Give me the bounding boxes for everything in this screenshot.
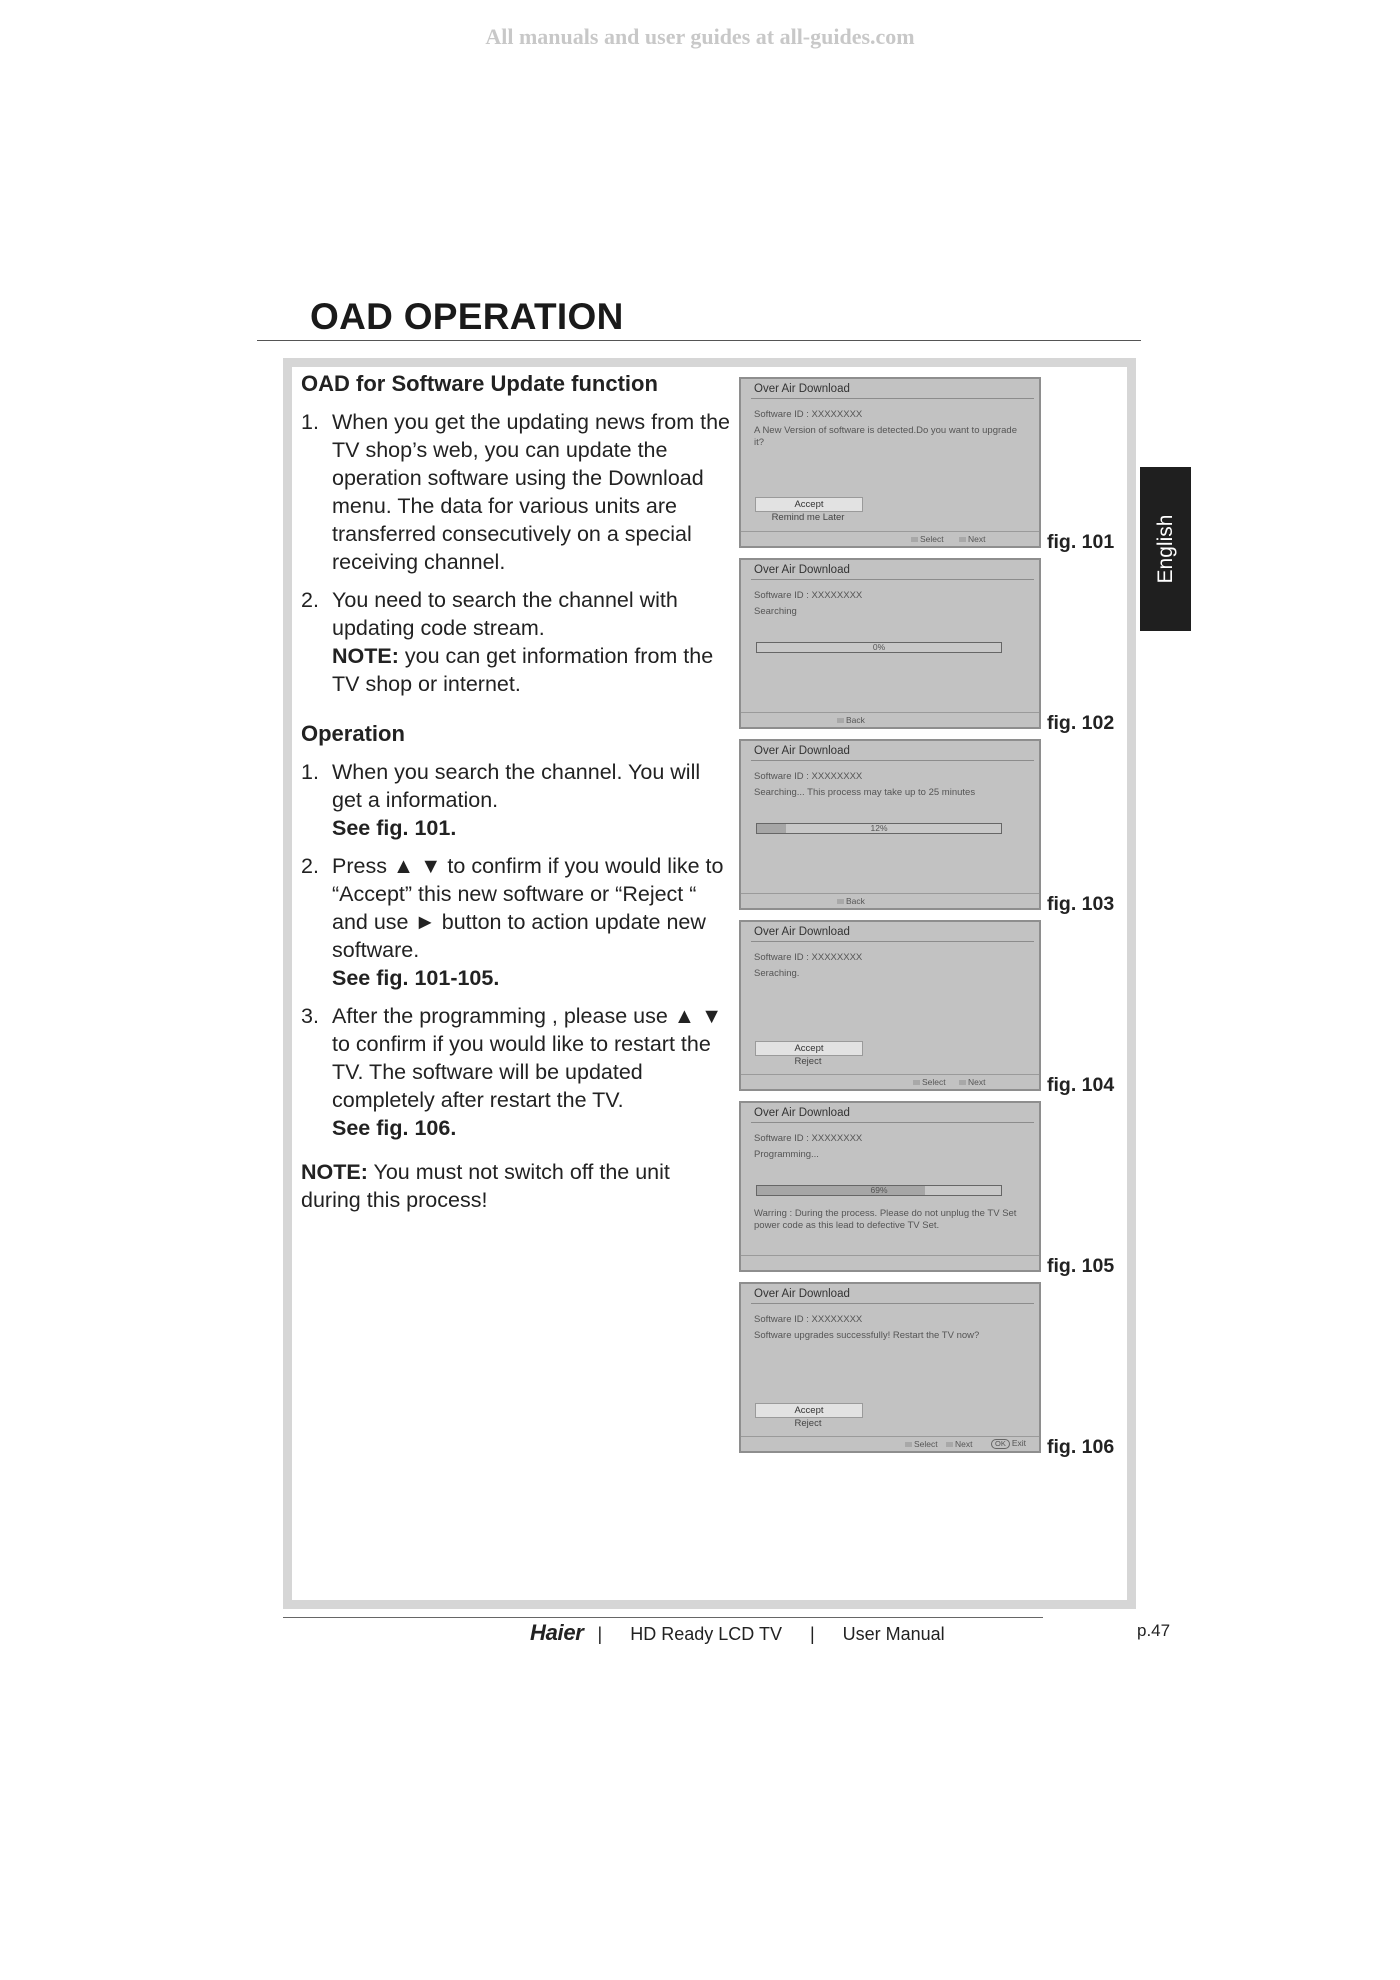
list-item (301, 852, 731, 992)
next-hint: Next (959, 534, 985, 544)
figure-label: fig. 105 (1047, 1255, 1115, 1277)
footer-divider (741, 531, 1039, 532)
figure-label: fig. 104 (1047, 1074, 1115, 1096)
note-label: NOTE: (301, 1160, 368, 1184)
accept-button[interactable]: Accept (755, 1403, 863, 1418)
software-id: Software ID : XXXXXXXX (754, 1314, 863, 1325)
remind-later-button[interactable]: Remind me Later (771, 512, 845, 523)
item-text: After the programming , please use ▲ ▼ to confirm if you would like to restart the TV. The software will be updated completely after restart the TV. (332, 1004, 723, 1112)
right-arrow-icon (946, 1442, 953, 1447)
figure-label: fig. 103 (1047, 893, 1115, 915)
list-item (301, 408, 731, 576)
back-hint: Back (837, 715, 865, 725)
section-heading-operation: Operation (301, 721, 405, 746)
instructions-column (301, 370, 731, 1214)
page-number: p.47 (1137, 1621, 1171, 1640)
arrow-keys-icon (913, 1080, 920, 1085)
list-item (301, 758, 731, 842)
reject-button[interactable]: Reject (794, 1418, 822, 1429)
item-text: When you get the updating news from the TV shop’s web, you can update the operation software using the Download menu. The data for various units are transferred consecutively on a special receiving channel. (332, 410, 730, 574)
header-divider (751, 1303, 1034, 1304)
footer-divider (741, 712, 1039, 713)
header-divider (751, 579, 1034, 580)
screen-header: Over Air Download (754, 745, 850, 757)
screen-fig-101 (739, 377, 1041, 548)
footer-separator: | (809, 1624, 815, 1644)
watermark: All manuals and user guides at all-guides.com (485, 24, 915, 49)
screen-fig-104 (739, 920, 1041, 1091)
ok-icon: OK (991, 1439, 1010, 1449)
progress-percent: 0% (872, 642, 886, 652)
footer-divider (741, 1255, 1039, 1256)
item-text: You need to search the channel with updating code stream. (332, 588, 678, 640)
arrow-keys-icon (911, 537, 918, 542)
arrow-keys-icon (905, 1442, 912, 1447)
title-divider (257, 340, 1141, 341)
screen-header: Over Air Download (754, 926, 850, 938)
language-tab-label: English (1153, 514, 1177, 584)
footer-divider (741, 1074, 1039, 1075)
note-text: You must not switch off the unit during this process! (301, 1160, 670, 1212)
page-title: OAD OPERATION (310, 296, 624, 337)
screen-message: A New Version of software is detected.Do you want to upgrade it? (754, 425, 1017, 448)
back-icon (837, 899, 844, 904)
accept-button[interactable]: Accept (755, 1041, 863, 1056)
software-id: Software ID : XXXXXXXX (754, 771, 863, 782)
footer-divider (741, 893, 1039, 894)
exit-hint: OK Exit (991, 1438, 1026, 1449)
item-number: 1. (301, 410, 319, 434)
screen-header: Over Air Download (754, 383, 850, 395)
accept-button[interactable]: Accept (755, 497, 863, 512)
software-id: Software ID : XXXXXXXX (754, 952, 863, 963)
header-divider (751, 760, 1034, 761)
figure-reference: See fig. 101. (332, 816, 457, 840)
back-icon (837, 718, 844, 723)
item-number: 2. (301, 588, 319, 612)
warning-text: Warring : During the process. Please do not unplug the TV Set power code as this lead to defective TV Set. (754, 1208, 1017, 1231)
header-divider (751, 398, 1034, 399)
figure-label: fig. 106 (1047, 1436, 1115, 1458)
item-text: Press ▲ ▼ to confirm if you would like to “Accept” this new software or “Reject “ and use ► button to action update new software. (332, 854, 724, 962)
item-number: 1. (301, 760, 319, 784)
item-number: 2. (301, 854, 319, 878)
progress-percent: 12% (870, 823, 888, 833)
screen-fig-103 (739, 739, 1041, 910)
right-arrow-icon (959, 1080, 966, 1085)
software-id: Software ID : XXXXXXXX (754, 590, 863, 601)
select-hint: Select (905, 1439, 938, 1449)
product-name: HD Ready LCD TV (630, 1624, 782, 1644)
page-footer (530, 1620, 945, 1646)
list-item (301, 586, 731, 698)
reject-button[interactable]: Reject (794, 1056, 822, 1067)
progress-bar (756, 642, 1002, 653)
progress-percent: 69% (870, 1185, 888, 1195)
figure-label: fig. 101 (1047, 531, 1115, 553)
next-hint: Next (946, 1439, 972, 1449)
figure-label: fig. 102 (1047, 712, 1115, 734)
progress-bar (756, 1185, 1002, 1196)
select-hint: Select (913, 1077, 946, 1087)
figure-reference: See fig. 106. (332, 1116, 457, 1140)
screen-message: Searching... This process may take up to 25 minutes (754, 787, 976, 798)
section-heading-oad: OAD for Software Update function (301, 371, 658, 396)
figure-reference: See fig. 101-105. (332, 966, 500, 990)
select-hint: Select (911, 534, 944, 544)
oad-steps-list (301, 408, 731, 698)
back-hint: Back (837, 896, 865, 906)
note-label: NOTE: (332, 644, 399, 668)
screen-message: Software upgrades successfully! Restart the TV now? (754, 1330, 980, 1341)
screen-header: Over Air Download (754, 564, 850, 576)
list-item (301, 1002, 731, 1142)
footer-separator: | (597, 1624, 603, 1644)
screen-message: Searching (754, 606, 797, 617)
document-type: User Manual (842, 1624, 945, 1644)
language-tab (1140, 467, 1191, 631)
footer-divider (283, 1617, 1043, 1618)
operation-steps-list (301, 758, 731, 1142)
header-divider (751, 941, 1034, 942)
header-divider (751, 1122, 1034, 1123)
right-arrow-icon (959, 537, 966, 542)
software-id: Software ID : XXXXXXXX (754, 409, 863, 420)
screen-message: Seraching. (754, 968, 800, 979)
note-text: you can get information from the TV shop or internet. (332, 644, 714, 696)
brand-logo: Haier (530, 1620, 584, 1645)
screen-header: Over Air Download (754, 1107, 850, 1119)
screen-header: Over Air Download (754, 1288, 850, 1300)
item-number: 3. (301, 1004, 319, 1028)
final-note (301, 1158, 731, 1214)
screen-message: Programming... (754, 1149, 819, 1160)
screen-fig-102 (739, 558, 1041, 729)
progress-bar (756, 823, 1002, 834)
item-text: When you search the channel. You will get a information. (332, 760, 701, 812)
screen-fig-106 (739, 1282, 1041, 1453)
screen-fig-105 (739, 1101, 1041, 1272)
next-hint: Next (959, 1077, 985, 1087)
software-id: Software ID : XXXXXXXX (754, 1133, 863, 1144)
footer-divider (741, 1436, 1039, 1437)
